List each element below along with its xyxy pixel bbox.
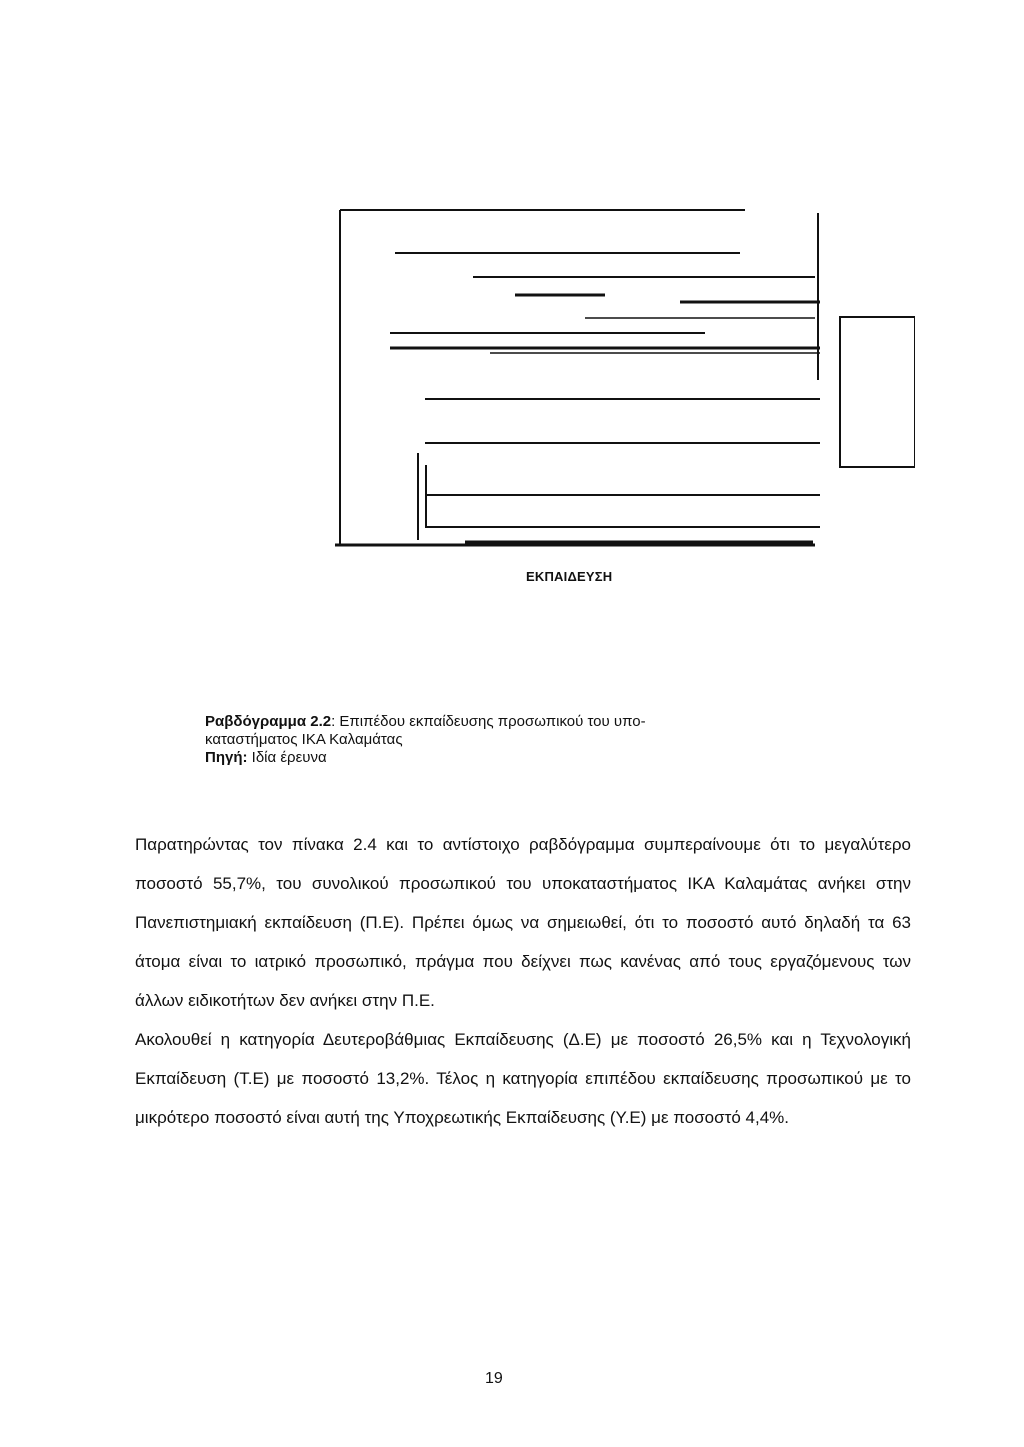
chart-bars (390, 253, 820, 543)
figure-caption (205, 713, 845, 767)
caption-label: Ραβδόγραμμα 2.2 (205, 713, 332, 730)
chart-axis-label: ΕΚΠΑΙΔΕΥΣΗ (526, 569, 613, 584)
caption-source-line (205, 749, 845, 767)
page-number: 19 (485, 1370, 503, 1387)
body-paragraph-1: Παρατηρώντας τον πίνακα 2.4 και το αντίστοιχο ραβδόγραμμα συμπεραίνουμε ότι το μεγαλύτερο ποσοστό 55,7%, του συνολικού προσωπικού του υποκαταστήματος ΙΚΑ Καλαμάτας ανήκει στην Πανεπιστημιακή εκπαίδευση (Π.Ε). Πρέπει όμως να σημειωθεί, ότι το ποσοστό αυτό δηλαδή τα 63 άτομα είναι το ιατρικό προσωπικό, πράγμα που δείχνει πως κανένας από τους εργαζόμενους των άλλων ειδικοτήτων δεν ανήκει στην Π.Ε. (135, 835, 911, 1010)
caption-source-label: Πηγή: (205, 749, 248, 766)
document-body (135, 825, 911, 1137)
caption-title-part1: : Επιπέδου εκπαίδευσης προσωπικού του υπο- (331, 713, 646, 730)
caption-title-line1 (205, 713, 845, 731)
caption-source-value: Ιδία έρευνα (247, 749, 327, 766)
caption-title-line2: καταστήματος ΙΚΑ Καλαμάτας (205, 731, 403, 748)
body-paragraph-2: Ακολουθεί η κατηγορία Δευτεροβάθμιας Εκπαίδευσης (Δ.Ε) με ποσοστό 26,5% και η Τεχνολογική Εκπαίδευση (Τ.Ε) με ποσοστό 13,2%. Τέλος η κατηγορία επιπέδου εκπαίδευσης προσωπικού με το μικρότερο ποσοστό είναι αυτή της Υποχρεωτικής Εκπαίδευσης (Υ.Ε) με ποσοστό 4,4%. (135, 1030, 911, 1127)
chart-figure (335, 205, 915, 555)
legend-box (840, 317, 915, 467)
